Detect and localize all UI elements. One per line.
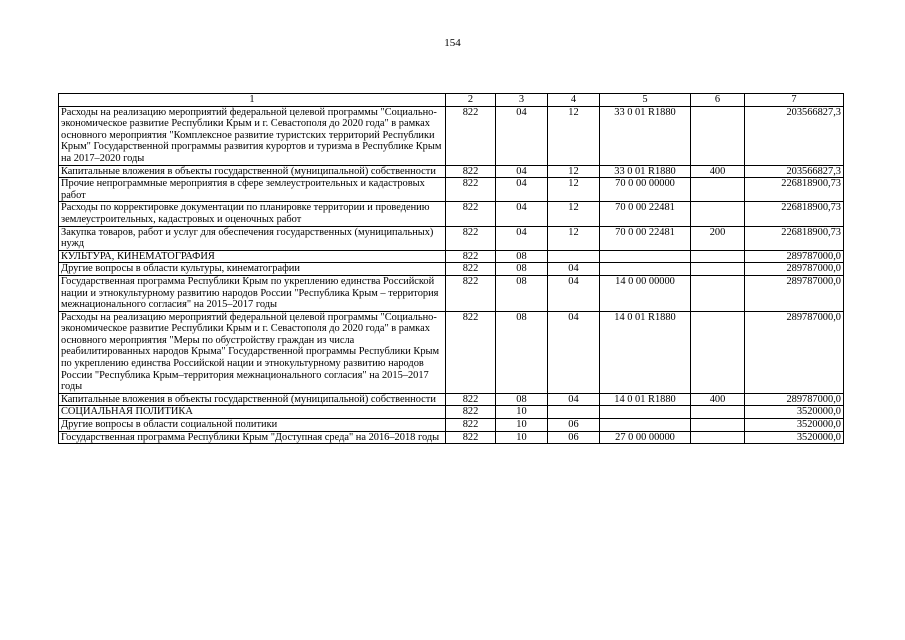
table-row xyxy=(59,275,844,311)
row-name-cell: Государственная программа Республики Крым "Доступная среда" на 2016–2018 годы xyxy=(59,431,446,444)
ministry-code-cell: 822 xyxy=(446,165,496,178)
ministry-code-cell: 822 xyxy=(446,431,496,444)
section-code-cell: 08 xyxy=(496,311,548,393)
ministry-code-cell: 822 xyxy=(446,406,496,419)
subsection-code-cell: 04 xyxy=(548,275,600,311)
target-article-cell: 33 0 01 R1880 xyxy=(600,165,691,178)
section-code-cell: 04 xyxy=(496,202,548,226)
subsection-code-cell: 06 xyxy=(548,419,600,432)
expense-type-cell: 200 xyxy=(691,226,745,250)
amount-cell: 289787000,0 xyxy=(745,275,844,311)
amount-cell: 3520000,0 xyxy=(745,431,844,444)
table-row xyxy=(59,178,844,202)
target-article-cell xyxy=(600,406,691,419)
expense-type-cell xyxy=(691,275,745,311)
ministry-code-cell: 822 xyxy=(446,263,496,276)
subsection-code-cell: 12 xyxy=(548,165,600,178)
table-row xyxy=(59,106,844,165)
column-header: 4 xyxy=(548,94,600,107)
amount-cell: 203566827,3 xyxy=(745,165,844,178)
column-header: 7 xyxy=(745,94,844,107)
column-header: 1 xyxy=(59,94,446,107)
table-row xyxy=(59,226,844,250)
expense-type-cell xyxy=(691,178,745,202)
row-name-cell: Другие вопросы в области социальной политики xyxy=(59,419,446,432)
target-article-cell: 70 0 00 22481 xyxy=(600,202,691,226)
page-number: 154 xyxy=(444,37,461,49)
row-name-cell: Капитальные вложения в объекты государственной (муниципальной) собственности xyxy=(59,165,446,178)
amount-cell: 289787000,0 xyxy=(745,263,844,276)
column-header: 5 xyxy=(600,94,691,107)
amount-cell: 3520000,0 xyxy=(745,406,844,419)
ministry-code-cell: 822 xyxy=(446,275,496,311)
target-article-cell xyxy=(600,250,691,263)
section-code-cell: 10 xyxy=(496,406,548,419)
section-code-cell: 04 xyxy=(496,165,548,178)
target-article-cell: 27 0 00 00000 xyxy=(600,431,691,444)
table-row xyxy=(59,165,844,178)
ministry-code-cell: 822 xyxy=(446,202,496,226)
row-name-cell: Расходы по корректировке документации по планировке территории и проведению землеустроительных, кадастровых и оценочных работ xyxy=(59,202,446,226)
table-row xyxy=(59,419,844,432)
target-article-cell: 14 0 00 00000 xyxy=(600,275,691,311)
row-name-cell: Закупка товаров, работ и услуг для обеспечения государственных (муниципальных) нужд xyxy=(59,226,446,250)
section-code-cell: 10 xyxy=(496,419,548,432)
section-code-cell: 10 xyxy=(496,431,548,444)
table-row xyxy=(59,263,844,276)
table-row xyxy=(59,250,844,263)
ministry-code-cell: 822 xyxy=(446,250,496,263)
subsection-code-cell xyxy=(548,406,600,419)
row-name-cell: Капитальные вложения в объекты государственной (муниципальной) собственности xyxy=(59,393,446,406)
section-code-cell: 04 xyxy=(496,226,548,250)
subsection-code-cell: 12 xyxy=(548,226,600,250)
column-header: 6 xyxy=(691,94,745,107)
ministry-code-cell: 822 xyxy=(446,419,496,432)
target-article-cell: 70 0 00 00000 xyxy=(600,178,691,202)
subsection-code-cell: 06 xyxy=(548,431,600,444)
expense-type-cell xyxy=(691,263,745,276)
amount-cell: 289787000,0 xyxy=(745,393,844,406)
row-name-cell: Расходы на реализацию мероприятий федеральной целевой программы "Социально-экономическое развитие Республики Крым и г. Севастополя до 2020 года" в рамках основного мероприятия "Комплексное развитие туристских территорий Республики Крым" Государственной программы развития курортов и туризма в Республике Крым на 2017–2020 годы xyxy=(59,106,446,165)
row-name-cell: Государственная программа Республики Крым по укреплению единства Российской нации и этнокультурному развитию народов России "Республика Крым – территория межнационального согласия" на 2015–2017 годы xyxy=(59,275,446,311)
row-name-cell: Расходы на реализацию мероприятий федеральной целевой программы "Социально-экономическое развитие Республики Крым и г. Севастополя до 2020 года" в рамках основного мероприятия "Меры по обустройству граждан из числа реабилитированных народов Крыма" Государственной программы Республики Крым по укреплению единства Российской нации и этнокультурному развитию народов России "Республика Крым–территория межнационального согласия" на 2015–2017 годы xyxy=(59,311,446,393)
section-code-cell: 08 xyxy=(496,393,548,406)
amount-cell: 289787000,0 xyxy=(745,250,844,263)
amount-cell: 3520000,0 xyxy=(745,419,844,432)
expense-type-cell xyxy=(691,431,745,444)
expense-type-cell xyxy=(691,406,745,419)
row-name-cell: Прочие непрограммные мероприятия в сфере землеустроительных и кадастровых работ xyxy=(59,178,446,202)
target-article-cell xyxy=(600,263,691,276)
section-code-cell: 04 xyxy=(496,178,548,202)
subsection-code-cell: 04 xyxy=(548,311,600,393)
section-code-cell: 08 xyxy=(496,275,548,311)
expense-type-cell xyxy=(691,250,745,263)
ministry-code-cell: 822 xyxy=(446,106,496,165)
target-article-cell: 14 0 01 R1880 xyxy=(600,311,691,393)
amount-cell: 203566827,3 xyxy=(745,106,844,165)
ministry-code-cell: 822 xyxy=(446,393,496,406)
expense-type-cell xyxy=(691,202,745,226)
expense-type-cell: 400 xyxy=(691,393,745,406)
subsection-code-cell: 12 xyxy=(548,178,600,202)
section-code-cell: 08 xyxy=(496,250,548,263)
target-article-cell: 14 0 01 R1880 xyxy=(600,393,691,406)
column-header: 3 xyxy=(496,94,548,107)
amount-cell: 226818900,73 xyxy=(745,178,844,202)
amount-cell: 289787000,0 xyxy=(745,311,844,393)
budget-table xyxy=(58,93,844,444)
row-name-cell: КУЛЬТУРА, КИНЕМАТОГРАФИЯ xyxy=(59,250,446,263)
table-row xyxy=(59,311,844,393)
target-article-cell: 70 0 00 22481 xyxy=(600,226,691,250)
expense-type-cell xyxy=(691,419,745,432)
expense-type-cell xyxy=(691,311,745,393)
section-code-cell: 04 xyxy=(496,106,548,165)
subsection-code-cell: 04 xyxy=(548,263,600,276)
subsection-code-cell xyxy=(548,250,600,263)
section-code-cell: 08 xyxy=(496,263,548,276)
ministry-code-cell: 822 xyxy=(446,178,496,202)
row-name-cell: СОЦИАЛЬНАЯ ПОЛИТИКА xyxy=(59,406,446,419)
table-row xyxy=(59,431,844,444)
target-article-cell xyxy=(600,419,691,432)
subsection-code-cell: 12 xyxy=(548,106,600,165)
expense-type-cell xyxy=(691,106,745,165)
table-row xyxy=(59,202,844,226)
column-header: 2 xyxy=(446,94,496,107)
amount-cell: 226818900,73 xyxy=(745,202,844,226)
ministry-code-cell: 822 xyxy=(446,226,496,250)
amount-cell: 226818900,73 xyxy=(745,226,844,250)
ministry-code-cell: 822 xyxy=(446,311,496,393)
table-header-row xyxy=(59,94,844,107)
table-row xyxy=(59,393,844,406)
row-name-cell: Другие вопросы в области культуры, кинематографии xyxy=(59,263,446,276)
target-article-cell: 33 0 01 R1880 xyxy=(600,106,691,165)
expense-type-cell: 400 xyxy=(691,165,745,178)
subsection-code-cell: 12 xyxy=(548,202,600,226)
table-row xyxy=(59,406,844,419)
subsection-code-cell: 04 xyxy=(548,393,600,406)
